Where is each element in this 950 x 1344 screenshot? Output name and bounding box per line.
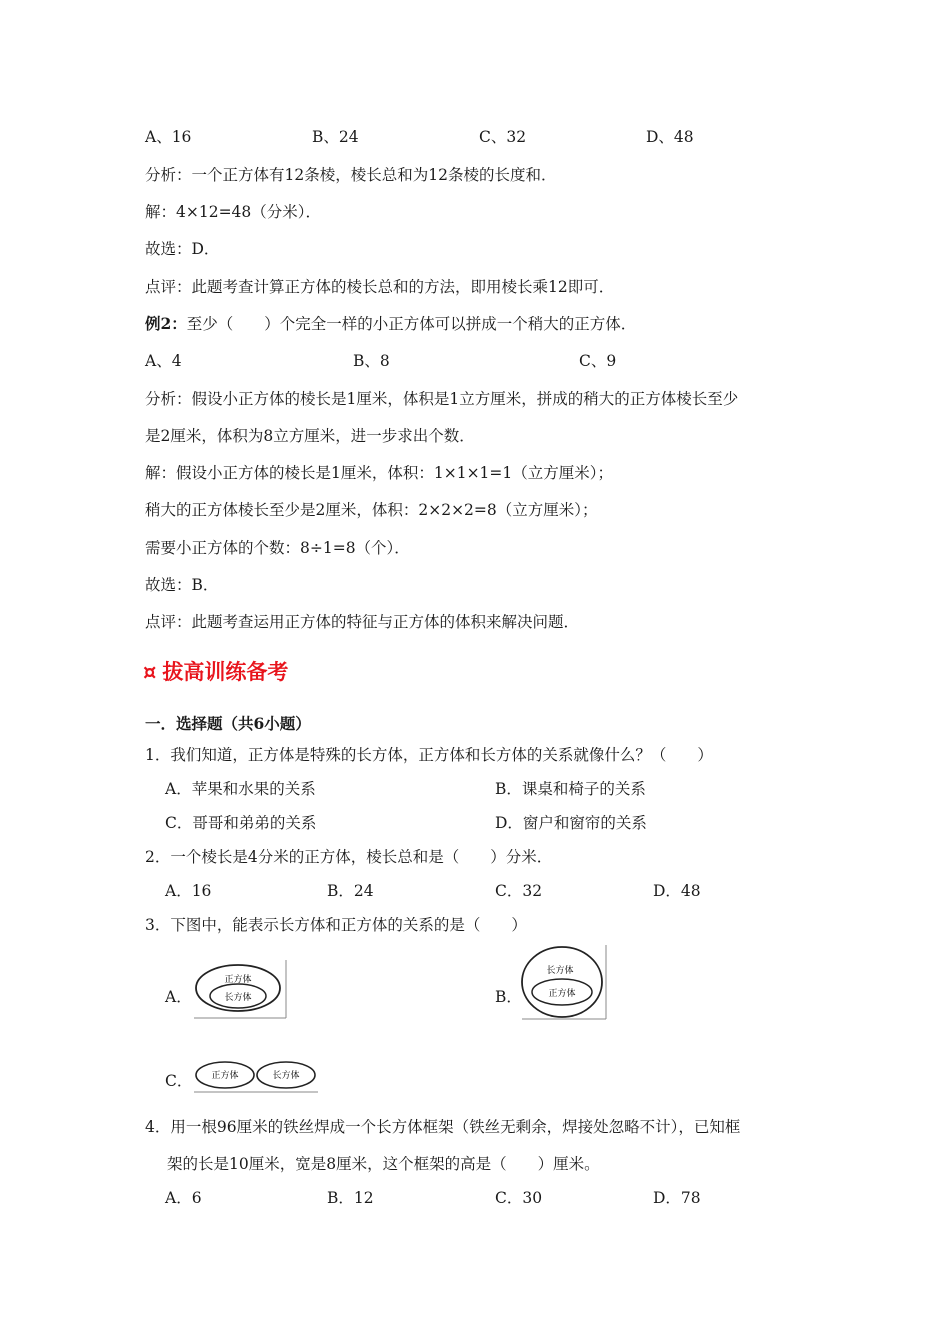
q1-option-d: D．窗户和窗帘的关系 <box>495 814 647 832</box>
ex1-answer: 故选：D． <box>145 240 220 258</box>
ex1-option-b: B、24 <box>312 128 359 146</box>
ex2-solution-line2: 稍大的正方体棱长至少是2厘米，体积：2×2×2=8（立方厘米）； <box>145 501 598 519</box>
ex2-comment: 点评：此题考查运用正方体的特征与正方体的体积来解决问题． <box>145 613 580 631</box>
ex2-solution-line1: 解：假设小正方体的棱长是1厘米，体积：1×1×1=1（立方厘米）； <box>145 464 614 482</box>
ex2-solution-line3: 需要小正方体的个数：8÷1=8（个）． <box>145 539 410 557</box>
q3-figure-a <box>192 958 288 1024</box>
fig-c-left-label: 正方体 <box>211 1071 239 1081</box>
q4-text-line1: 4．用一根96厘米的铁丝焊成一个长方体框架（铁丝无剩余，焊接处忽略不计），已知框 <box>145 1118 741 1136</box>
q4-option-a: A．6 <box>165 1189 202 1207</box>
q1-option-b: B．课桌和椅子的关系 <box>495 780 646 798</box>
q1-option-a: A．苹果和水果的关系 <box>165 780 316 798</box>
q2-text: 2．一个棱长是4分米的正方体，棱长总和是（ ）分米． <box>145 848 553 866</box>
fig-a-inner-label: 长方体 <box>224 993 252 1003</box>
q4-option-c: C．30 <box>495 1189 543 1207</box>
ex2-question <box>145 314 636 334</box>
q4-text-line2: 架的长是10厘米，宽是8厘米，这个框架的高是（ ）厘米。 <box>167 1155 600 1173</box>
q3-option-a-label: A． <box>165 988 192 1006</box>
q4-option-d: D．78 <box>653 1189 701 1207</box>
q2-option-a: A．16 <box>165 882 212 900</box>
fig-a-outer-label: 正方体 <box>224 975 252 985</box>
q2-option-d: D．48 <box>653 882 701 900</box>
q3-option-b-label: B． <box>495 988 522 1006</box>
q3-figure-c <box>192 1056 320 1098</box>
q3-figure-b <box>520 943 608 1025</box>
heading-mark-icon: ¤ <box>143 660 157 684</box>
fig-b-outer-label: 长方体 <box>546 966 574 976</box>
heading-text: 拔高训练备考 <box>162 660 289 684</box>
q1-text: 1．我们知道，正方体是特殊的长方体，正方体和长方体的关系就像什么？（ ） <box>145 746 713 764</box>
ex1-comment: 点评：此题考查计算正方体的棱长总和的方法，即用棱长乘12即可． <box>145 278 615 296</box>
ex2-option-a: A、4 <box>145 352 182 370</box>
fig-c-right-label: 长方体 <box>272 1071 300 1081</box>
ex1-solution: 解：4×12=48（分米）． <box>145 203 322 221</box>
section-title: 一．选择题（共6小题） <box>145 714 311 733</box>
ex2-option-c: C、9 <box>579 352 617 370</box>
ex2-question-text: 至少（ ）个完全一样的小正方体可以拼成一个稍大的正方体． <box>186 315 637 333</box>
ex2-analysis-line2: 是2厘米，体积为8立方厘米，进一步求出个数． <box>145 427 475 445</box>
q3-option-c-label: C． <box>165 1072 193 1090</box>
ex2-label: 例2： <box>145 314 187 333</box>
ex2-analysis-line1: 分析：假设小正方体的棱长是1厘米，体积是1立方厘米，拼成的稍大的正方体棱长至少 <box>145 390 739 408</box>
q1-option-c: C．哥哥和弟弟的关系 <box>165 814 317 832</box>
ex1-option-d: D、48 <box>646 128 694 146</box>
q2-option-b: B．24 <box>327 882 374 900</box>
ex2-answer: 故选：B． <box>145 576 219 594</box>
ex1-analysis: 分析：一个正方体有12条棱，棱长总和为12条棱的长度和． <box>145 166 557 184</box>
ex1-option-a: A、16 <box>145 128 192 146</box>
ex1-option-c: C、32 <box>479 128 527 146</box>
ex2-option-b: B、8 <box>353 352 390 370</box>
fig-b-inner-label: 正方体 <box>548 989 576 999</box>
q4-option-b: B．12 <box>327 1189 374 1207</box>
q2-option-c: C．32 <box>495 882 543 900</box>
section-heading <box>143 656 288 686</box>
q3-text: 3．下图中，能表示长方体和正方体的关系的是（ ） <box>145 916 527 934</box>
